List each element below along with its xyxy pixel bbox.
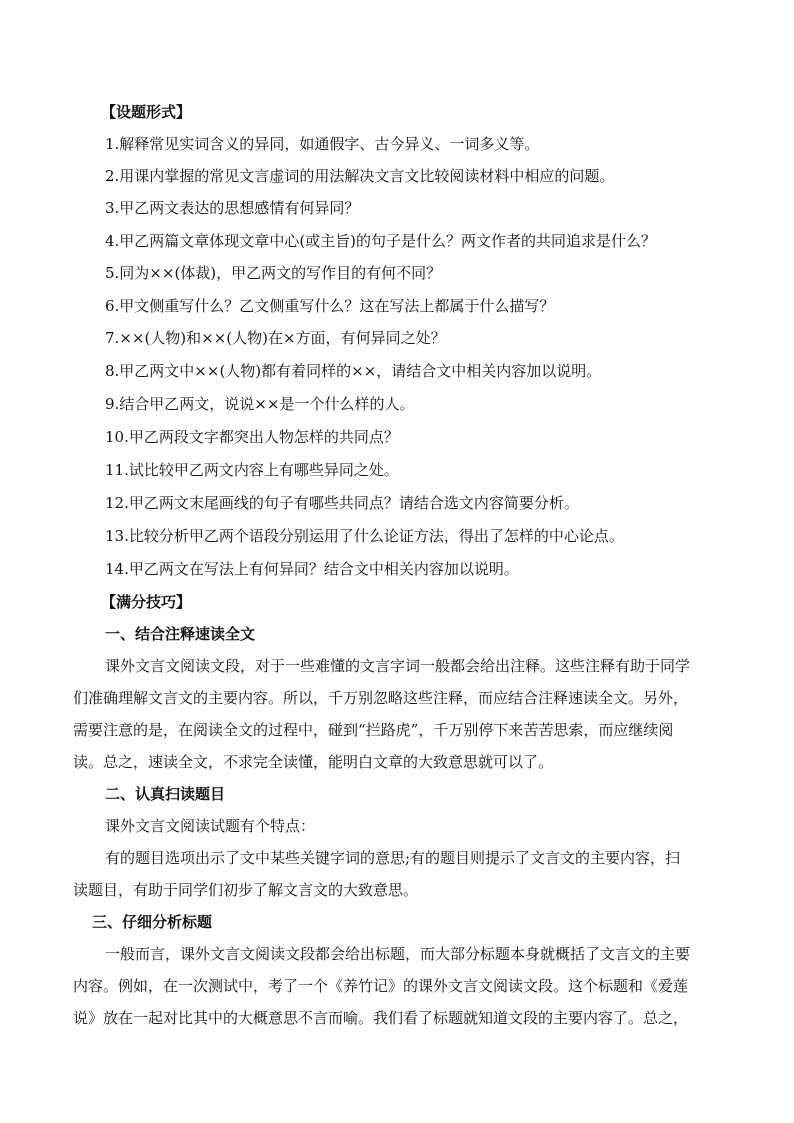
list-item: 9.结合甲乙两文，说说××是一个什么样的人。 bbox=[105, 395, 415, 413]
list-item: 10.甲乙两段文字都突出人物怎样的共同点？ bbox=[105, 428, 399, 446]
paragraph-line: 读。总之，速读全文，不求完全读懂，能明白文章的大致意思就可以了。 bbox=[73, 753, 554, 771]
list-item: 12.甲乙两文末尾画线的句子有哪些共同点？请结合选文内容简要分析。 bbox=[105, 494, 579, 512]
paragraph-line: 说》放在一起对比其中的大概意思不言而喻。我们看了标题就知道文段的主要内容了。总之， bbox=[73, 1009, 689, 1027]
section-title-full-score-tips: 【满分技巧】 bbox=[101, 593, 192, 611]
list-item: 8.甲乙两文中××(人物)都有着同样的××，请结合文中相关内容加以说明。 bbox=[105, 362, 602, 380]
subheading-read-with-notes: 一、结合注释速读全文 bbox=[105, 625, 256, 643]
list-item: 7.××(人物)和××(人物)在×方面，有何异同之处？ bbox=[105, 329, 446, 347]
paragraph-line: 内容。例如，在一次测试中，考了一个《养竹记》的课外文言文阅读文段。这个标题和《爱莲 bbox=[73, 977, 689, 995]
section-title-question-forms: 【设题形式】 bbox=[101, 103, 192, 121]
paragraph-line: 有的题目选项出示了文中某些关键字词的意思;有的题目则提示了文言文的主要内容，扫 bbox=[105, 849, 681, 867]
list-item: 2.用课内掌握的常见文言虚词的用法解决文言文比较阅读材料中相应的问题。 bbox=[105, 167, 615, 185]
subheading-analyze-title: 三、仔细分析标题 bbox=[92, 913, 213, 931]
paragraph-line: 需要注意的是，在阅读全文的过程中，碰到“拦路虎”，千万别停下来苦苦思索，而应继续阅 bbox=[73, 721, 674, 739]
list-item: 5.同为××(体裁)，甲乙两文的写作目的有何不同？ bbox=[105, 264, 442, 282]
paragraph-line: 读题目，有助于同学们初步了解文言文的大致意思。 bbox=[73, 881, 419, 899]
paragraph-line: 课外文言文阅读文段，对于一些难懂的文言字词一般都会给出注释。这些注释有助于同学 bbox=[105, 657, 691, 675]
list-item: 6.甲文侧重写什么？乙文侧重写什么？这在写法上都属于什么描写？ bbox=[105, 297, 555, 315]
list-item: 3.甲乙两文表达的思想感情有何异同？ bbox=[105, 199, 360, 217]
paragraph-line: 一般而言，课外文言文阅读文段都会给出标题，而大部分标题本身就概括了文言文的主要 bbox=[105, 945, 691, 963]
list-item: 11.试比较甲乙两文内容上有哪些异同之处。 bbox=[105, 461, 399, 479]
list-item: 4.甲乙两篇文章体现文章中心(或主旨)的句子是什么？两文作者的共同追求是什么？ bbox=[105, 232, 657, 250]
list-item: 14.甲乙两文在写法上有何异同？结合文中相关内容加以说明。 bbox=[105, 560, 519, 578]
paragraph-line: 课外文言文阅读试题有个特点： bbox=[105, 817, 316, 835]
list-item: 13.比较分析甲乙两个语段分别运用了什么论证方法，得出了怎样的中心论点。 bbox=[105, 527, 624, 545]
subheading-scan-questions: 二、认真扫读题目 bbox=[105, 785, 226, 803]
paragraph-line: 们准确理解文言文的主要内容。所以，千万别忽略这些注释，而应结合注释速读全文。另外， bbox=[73, 689, 689, 707]
list-item: 1.解释常见实词含义的异同，如通假字、古今异义、一词多义等。 bbox=[105, 135, 540, 153]
